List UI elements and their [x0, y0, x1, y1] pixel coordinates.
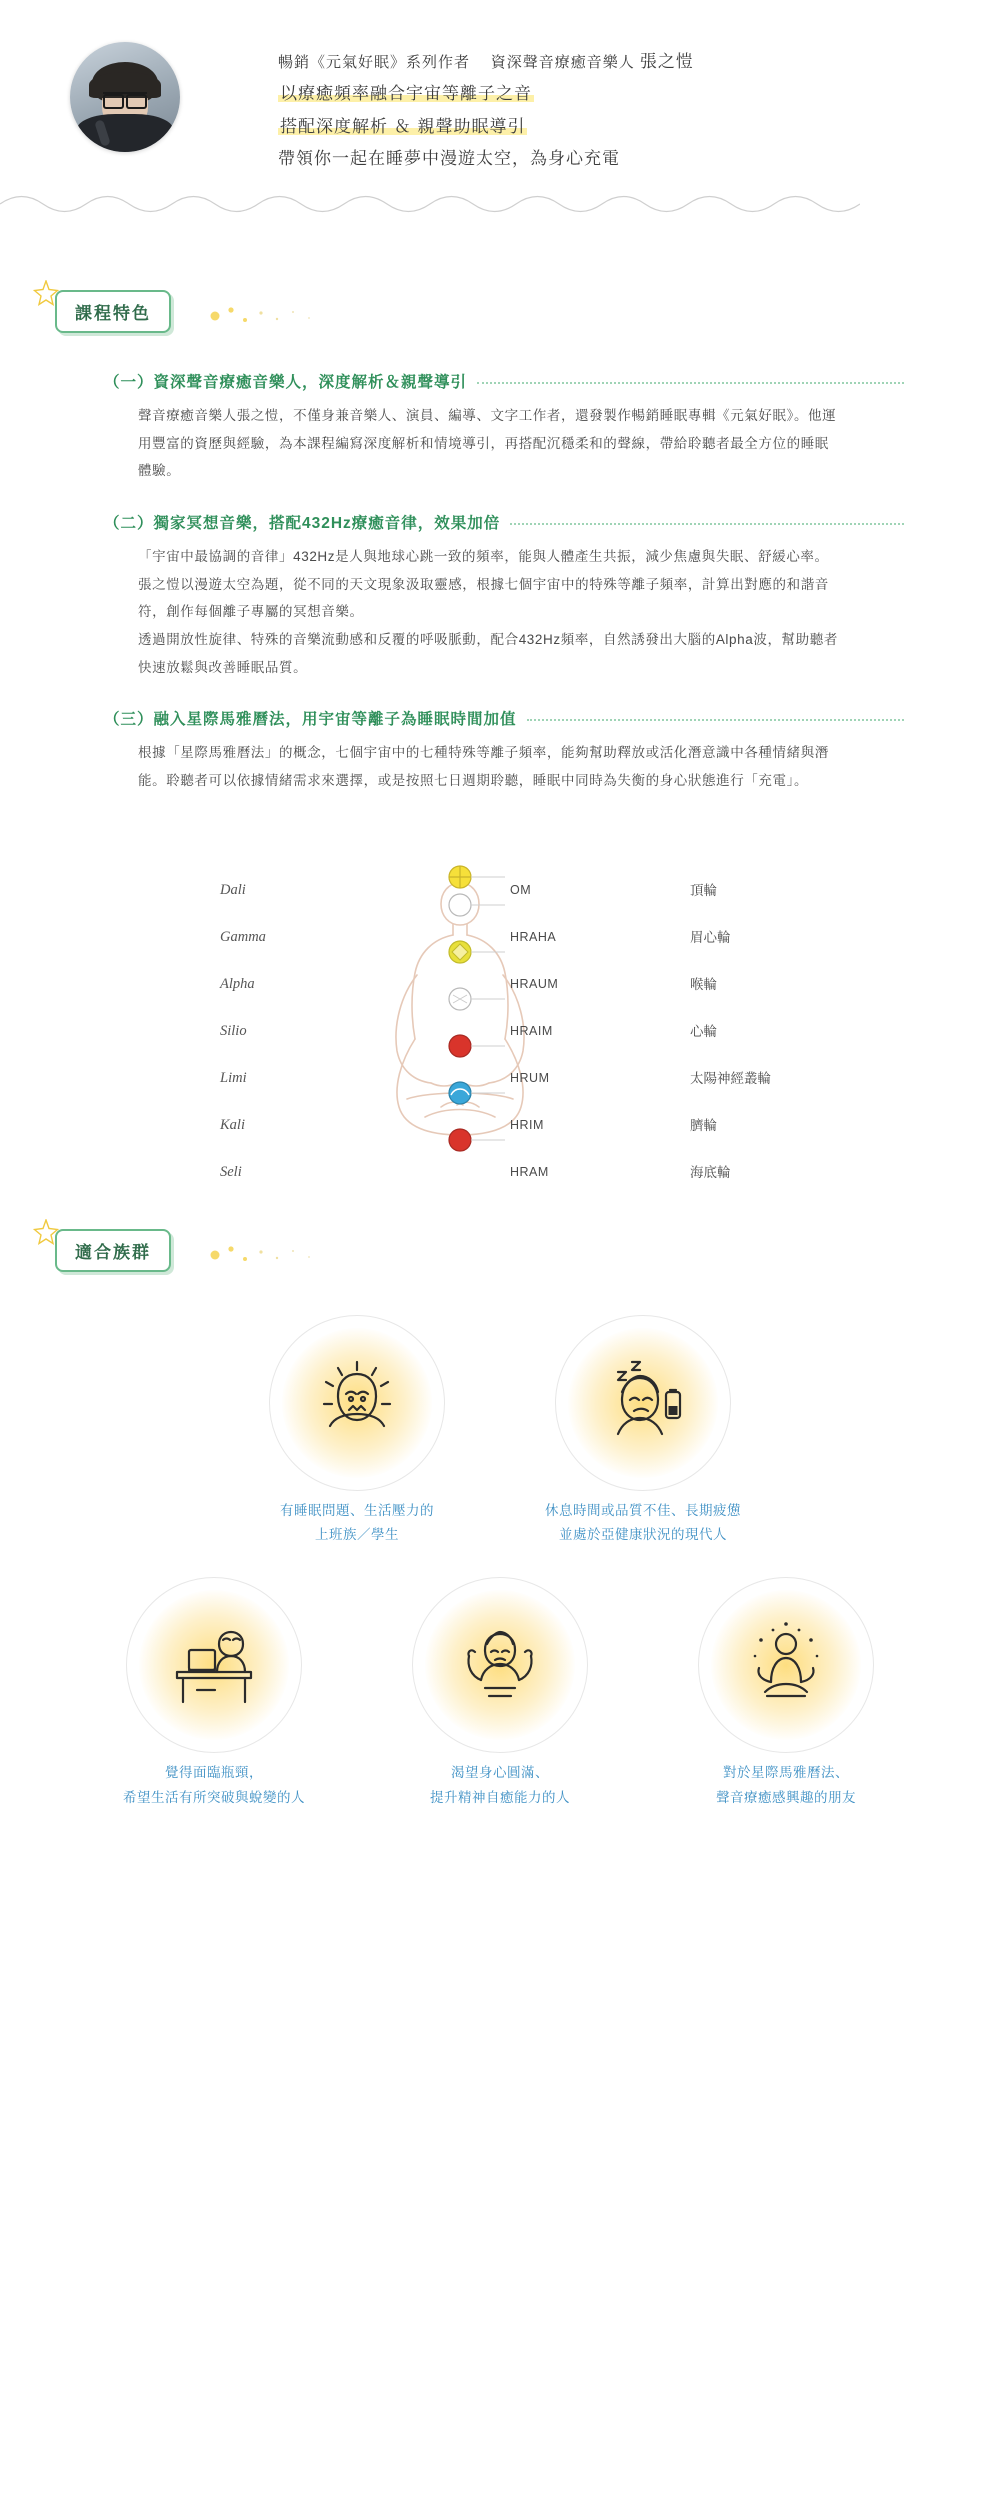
feature-item — [104, 511, 904, 681]
chakra-node-throat — [449, 941, 505, 963]
audience-label — [232, 1499, 482, 1548]
audience-icon-wrap — [124, 1575, 304, 1755]
audience-label-line2: 聲音療癒感興趣的朋友 — [716, 1789, 856, 1805]
mantra-label: HRAIM — [510, 1023, 553, 1038]
audience-label-line1: 渴望身心圓滿、 — [451, 1765, 549, 1781]
feature-paragraph: 聲音療癒音樂人張之愷，不僅身兼音樂人、演員、編導、文字工作者，還發製作暢銷睡眠專輯《元氣好眠》。他運用豐富的資歷與經驗，為本課程編寫深度解析和情境導引，再搭配沉穩柔和的聲線，帶給聆聽者最全方位的睡眠體驗。 — [138, 408, 837, 479]
mantra-label: HRIM — [510, 1117, 544, 1132]
plasma-label: Alpha — [220, 975, 255, 992]
audience-grid — [0, 1313, 1000, 1810]
sparkle-icon — [205, 300, 335, 330]
chakra-label: 海底輪 — [690, 1164, 731, 1180]
audience-icon-wrap — [696, 1575, 876, 1755]
chakra-label: 眉心輪 — [690, 929, 731, 945]
chakra-plasma-column — [220, 867, 330, 1196]
sparkle-icon — [205, 1239, 335, 1269]
plasma-label: Seli — [220, 1163, 242, 1180]
audience-label-line1: 覺得面臨瓶頸， — [165, 1765, 263, 1781]
plasma-label: Kali — [220, 1116, 245, 1133]
hero-line-3-text: 搭配深度解析 ＆ 親聲助眠導引 — [280, 116, 526, 136]
feature-title-row — [104, 370, 904, 392]
audience-label-line1: 有睡眠問題、生活壓力的 — [280, 1502, 434, 1518]
chakra-label: 喉輪 — [690, 976, 717, 992]
mantra-label: HRAM — [510, 1164, 549, 1179]
audience-label — [661, 1761, 911, 1810]
chakra-label: 臍輪 — [690, 1117, 717, 1133]
hero-line-3 — [278, 111, 1000, 143]
audience-label-line2: 並處於亞健康狀況的現代人 — [559, 1527, 727, 1543]
plasma-label: Silio — [220, 1022, 247, 1039]
section-title-course-features: 課程特色 — [55, 290, 171, 333]
hero-line-1-middle: 資深聲音療癒音樂人 — [490, 54, 635, 71]
chakra-label: 頂輪 — [690, 882, 717, 898]
glasses-icon — [103, 92, 147, 106]
audience-label-line2: 希望生活有所突破與蛻變的人 — [123, 1789, 305, 1805]
audience-label-line2: 上班族／學生 — [315, 1527, 399, 1543]
audience-label — [518, 1499, 768, 1548]
feature-item — [104, 707, 904, 794]
audience-label — [375, 1761, 625, 1810]
feature-paragraph: 透過開放性旋律、特殊的音樂流動感和反覆的呼吸脈動，配合432Hz頻率，自然誘發出大腦的Alpha波，幫助聽者快速放鬆與改善睡眠品質。 — [138, 632, 838, 675]
audience-label-line1: 休息時間或品質不佳、長期疲憊 — [545, 1502, 741, 1518]
plasma-label: Limi — [220, 1069, 247, 1086]
audience-row — [60, 1313, 940, 1548]
hero-line-1-prefix: 暢銷《元氣好眠》系列作者 — [278, 54, 471, 71]
chakra-name-column — [690, 867, 850, 1196]
feature-title-row — [104, 511, 904, 533]
audience-icon-wrap — [410, 1575, 590, 1755]
wave-divider-icon — [0, 189, 860, 219]
hero-section — [0, 0, 1000, 250]
desk-worker-icon — [159, 1610, 269, 1720]
audience-item — [232, 1313, 482, 1548]
chakra-mantra-column — [510, 867, 630, 1196]
audience-label-line1: 對於星際馬雅曆法、 — [723, 1765, 849, 1781]
mantra-label: OM — [510, 882, 532, 897]
instructor-name: 張之愷 — [639, 52, 694, 71]
hero-line-4-text: 帶領你一起在睡夢中漫遊太空，為身心充電 — [278, 148, 620, 168]
mantra-label: HRAUM — [510, 976, 559, 991]
chakra-node-root — [449, 1129, 505, 1151]
feature-title-row — [104, 707, 904, 729]
audience-item — [375, 1575, 625, 1810]
audience-icon-wrap — [553, 1313, 733, 1493]
feature-paragraph: 張之愷以漫遊太空為題，從不同的天文現象汲取靈感，根據七個宇宙中的特殊等離子頻率，計算出對應的和諧音符，創作每個離子專屬的冥想音樂。 — [138, 576, 829, 620]
chakra-node-heart — [449, 988, 505, 1010]
hero-line-1 — [278, 46, 1000, 78]
mantra-label: HRAHA — [510, 929, 557, 944]
audience-item — [89, 1575, 339, 1810]
hero-line-4 — [278, 143, 1000, 175]
stressed-head-icon — [302, 1348, 412, 1458]
dotted-rule — [510, 523, 904, 526]
audience-icon-wrap — [267, 1313, 447, 1493]
plasma-label: Dali — [220, 881, 246, 898]
hero-line-2 — [278, 78, 1000, 110]
feature-body — [138, 543, 838, 681]
feature-title: （一）資深聲音療癒音樂人，深度解析＆親聲導引 — [104, 374, 468, 391]
feature-body — [138, 402, 838, 485]
feature-title: （二）獨家冥想音樂，搭配432Hz療癒音律，效果加倍 — [104, 515, 501, 533]
avatar-body — [77, 114, 173, 152]
chakra-label: 太陽神經叢輪 — [690, 1070, 771, 1086]
tired-person-battery-icon — [588, 1348, 698, 1458]
chakra-node-sacral — [449, 1082, 505, 1104]
feature-paragraph: 「宇宙中最協調的音律」432Hz是人與地球心跳一致的頻率，能與人體產生共振，減少焦慮與失眠、舒緩心率。 — [138, 549, 829, 565]
features-list — [0, 370, 1000, 795]
audience-label-line2: 提升精神自癒能力的人 — [430, 1789, 570, 1805]
feature-body — [138, 739, 838, 794]
chakra-label: 心輪 — [690, 1023, 717, 1039]
dotted-rule — [477, 382, 904, 385]
audience-item — [518, 1313, 768, 1548]
section-heading-target-audience — [55, 1229, 1000, 1283]
feature-item — [104, 370, 904, 485]
hero-line-2-text: 以療癒頻率融合宇宙等離子之音 — [280, 84, 532, 104]
feature-title: （三）融入星際馬雅曆法，用宇宙等離子為睡眠時間加值 — [104, 711, 517, 729]
feature-paragraph: 根據「星際馬雅曆法」的概念，七個宇宙中的七種特殊等離子頻率，能夠幫助釋放或活化潛意識中各種情緒與潛能。聆聽者可以依據情緒需求來選擇，或是按照七日週期聆聽，睡眠中同時為失衡的身心狀態進行「充電」。 — [138, 745, 829, 789]
chakra-diagram — [0, 849, 1000, 1189]
hero-text-block — [278, 40, 1000, 175]
hands-up-person-icon — [445, 1610, 555, 1720]
audience-item — [661, 1575, 911, 1810]
avatar — [70, 42, 180, 152]
audience-label — [89, 1761, 339, 1810]
mantra-label: HRUM — [510, 1070, 550, 1085]
section-heading-course-features — [55, 290, 1000, 344]
meditating-person-icon — [731, 1610, 841, 1720]
dotted-rule — [527, 719, 904, 722]
audience-row — [60, 1575, 940, 1810]
chakra-node-solar-plexus — [449, 1035, 505, 1057]
chakra-node-crown — [449, 866, 505, 888]
plasma-label: Gamma — [220, 928, 266, 945]
section-title-target-audience: 適合族群 — [55, 1229, 171, 1272]
